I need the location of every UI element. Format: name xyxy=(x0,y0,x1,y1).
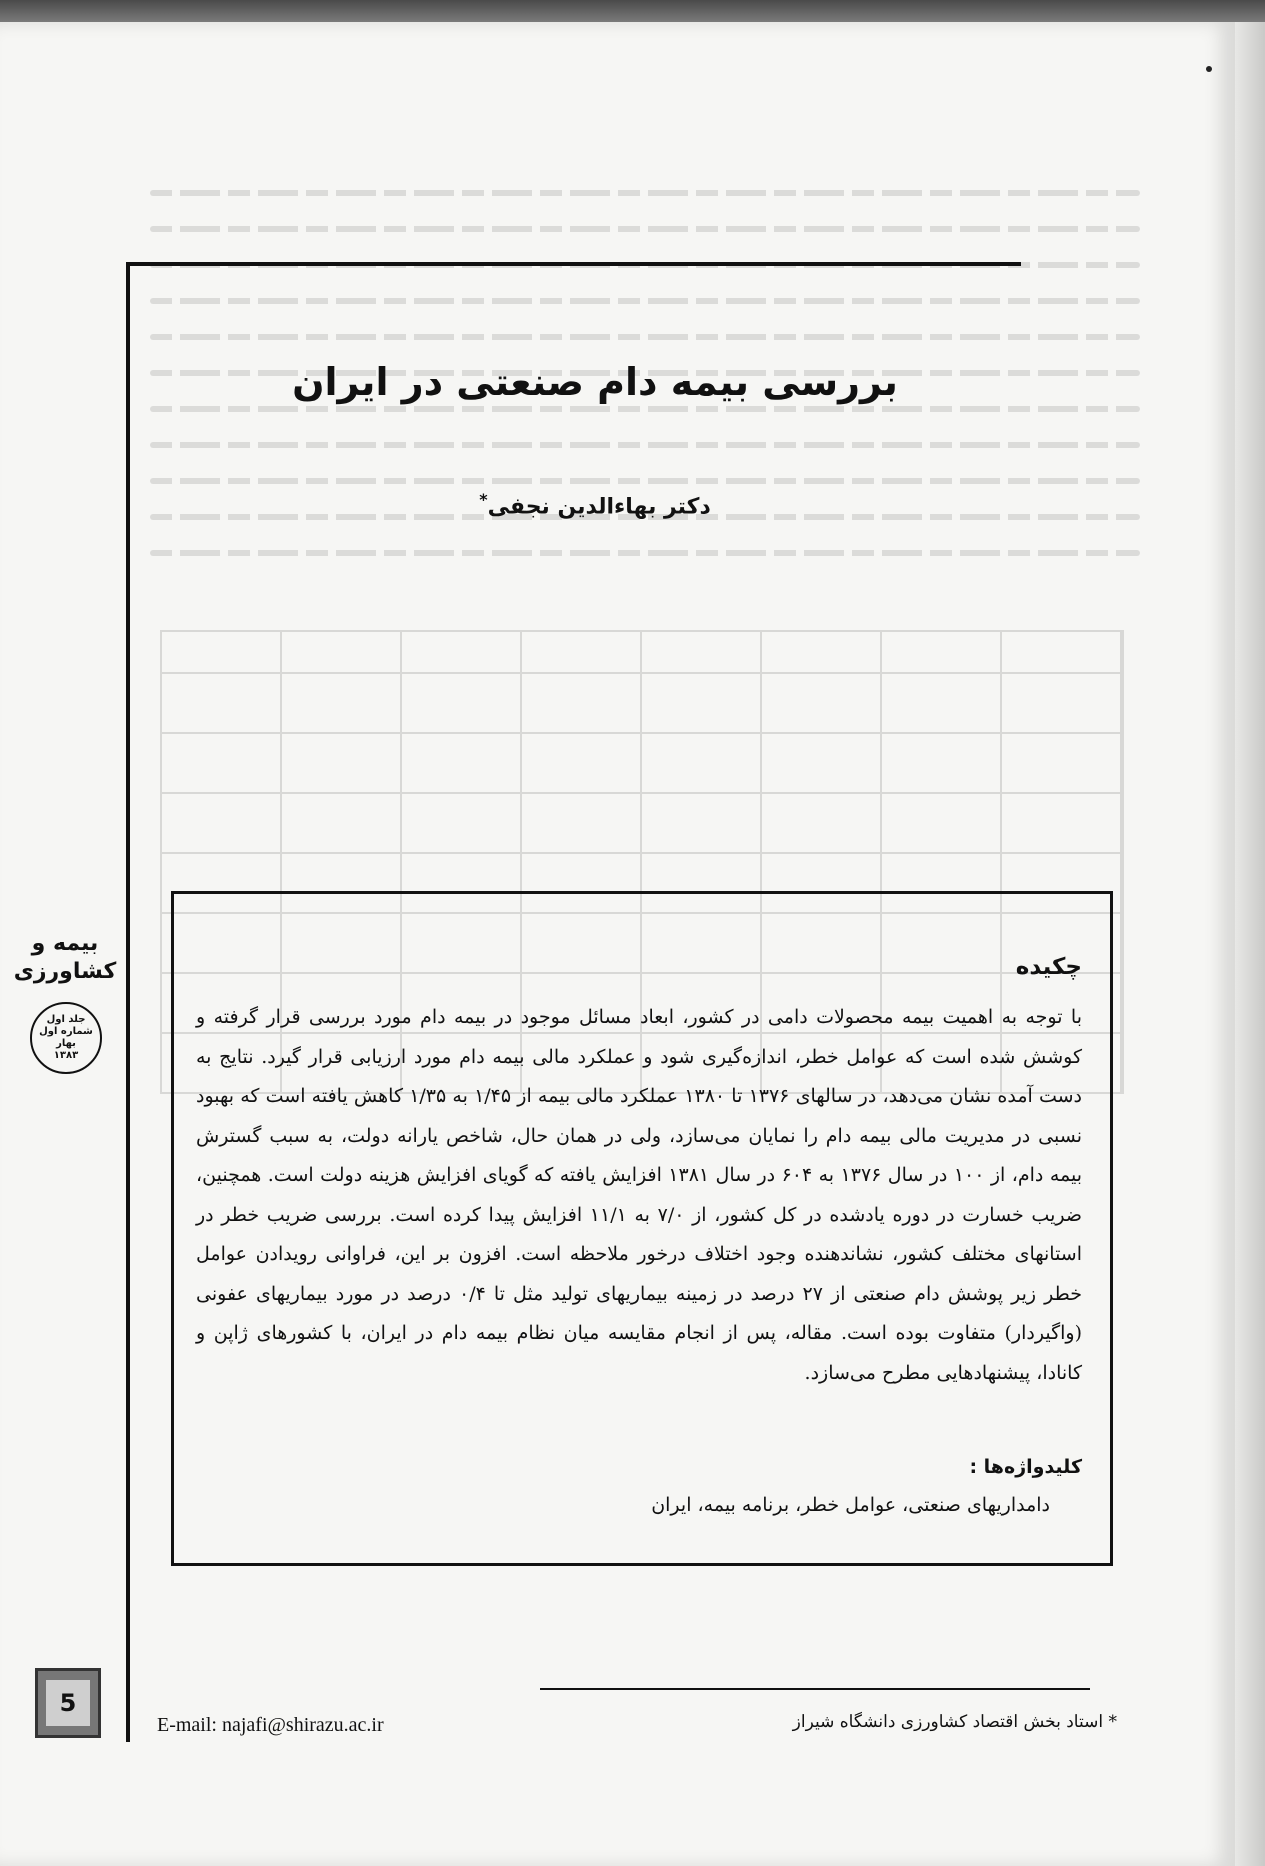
scan-top-edge xyxy=(0,0,1265,22)
article-author xyxy=(380,490,810,519)
author-email: E-mail: najafi@shirazu.ac.ir xyxy=(157,1714,384,1736)
keywords-heading: کلیدواژه‌ها : xyxy=(969,1456,1082,1478)
issue-year: ۱۳۸۳ xyxy=(53,1050,79,1061)
author-affiliation-footnote: * استاد بخش اقتصاد کشاورزی دانشگاه شیراز xyxy=(792,1712,1117,1732)
author-name: دکتر بهاءالدین نجفی xyxy=(487,494,711,520)
abstract-box xyxy=(171,891,1113,1566)
author-footnote-marker: * xyxy=(479,490,488,509)
page-right-edge xyxy=(1235,22,1265,1866)
keywords-text: دامداریهای صنعتی، عوامل خطر، برنامه بیمه، ایران xyxy=(651,1494,1050,1516)
journal-name-line2: کشاورزی xyxy=(13,959,117,984)
issue-badge xyxy=(30,1002,102,1074)
footnote-rule xyxy=(540,1688,1090,1690)
issue-number: شماره اول xyxy=(39,1026,93,1037)
page-number-box xyxy=(35,1668,101,1738)
page-number: 5 xyxy=(46,1680,90,1726)
scan-speck xyxy=(1206,66,1212,72)
issue-season: بهار xyxy=(56,1038,76,1049)
frame-vertical-rule xyxy=(126,262,130,1742)
journal-name xyxy=(6,930,124,986)
abstract-heading: چکیده xyxy=(1015,954,1082,980)
journal-name-line1: بیمه و xyxy=(31,931,99,956)
issue-volume: جلد اول xyxy=(46,1014,86,1025)
abstract-body: با توجه به اهمیت بیمه محصولات دامی در کشور، ابعاد مسائل موجود در بیمه دام مورد بررسی قرار گرفته و کوشش شده است که عوامل خطر، اندازه‌گیری شود و عملکرد مالی بیمه دام مورد ارزیابی قرار گیرد. نتایج به دست آمده نشان می‌دهد، در سالهای ۱۳۷۶ تا ۱۳۸۰ عملکرد مالی بیمه از ۱/۴۵ به ۱/۳۵ کاهش یافته است که بهبود نسبی در مدیریت مالی بیمه دام را نمایان می‌سازد، ولی در همان حال، شاخص یارانه دولت، به سبب گسترش بیمه دام، از ۱۰۰ در سال ۱۳۷۶ به ۶۰۴ در سال ۱۳۸۱ افزایش یافته که گویای افزایش هزینه دولت است. همچنین، ضریب خسارت در دوره یادشده در کل کشور، از ۷/۰ به ۱۱/۱ افزایش پیدا کرده است. بررسی ضریب خطر در استانهای مختلف کشور، نشاندهنده وجود اختلاف درخور ملاحظه است. افزون بر این، فراوانی رویدادن عوامل خطر زیر پوشش دام صنعتی از ۲۷ درصد در زمینه بیماریهای تولید مثل تا ۰/۴ درصد در مورد بیماریهای عفونی (واگیردار) متفاوت بوده است. مقاله، پس از انجام مقایسه میان نظام بیمه دام در ایران، با کشورهای ژاپن و کانادا، پیشنهادهایی مطرح می‌سازد. xyxy=(196,1006,1083,1384)
frame-horizontal-rule xyxy=(126,262,1021,266)
article-title: بررسی بیمه دام صنعتی در ایران xyxy=(292,360,898,404)
